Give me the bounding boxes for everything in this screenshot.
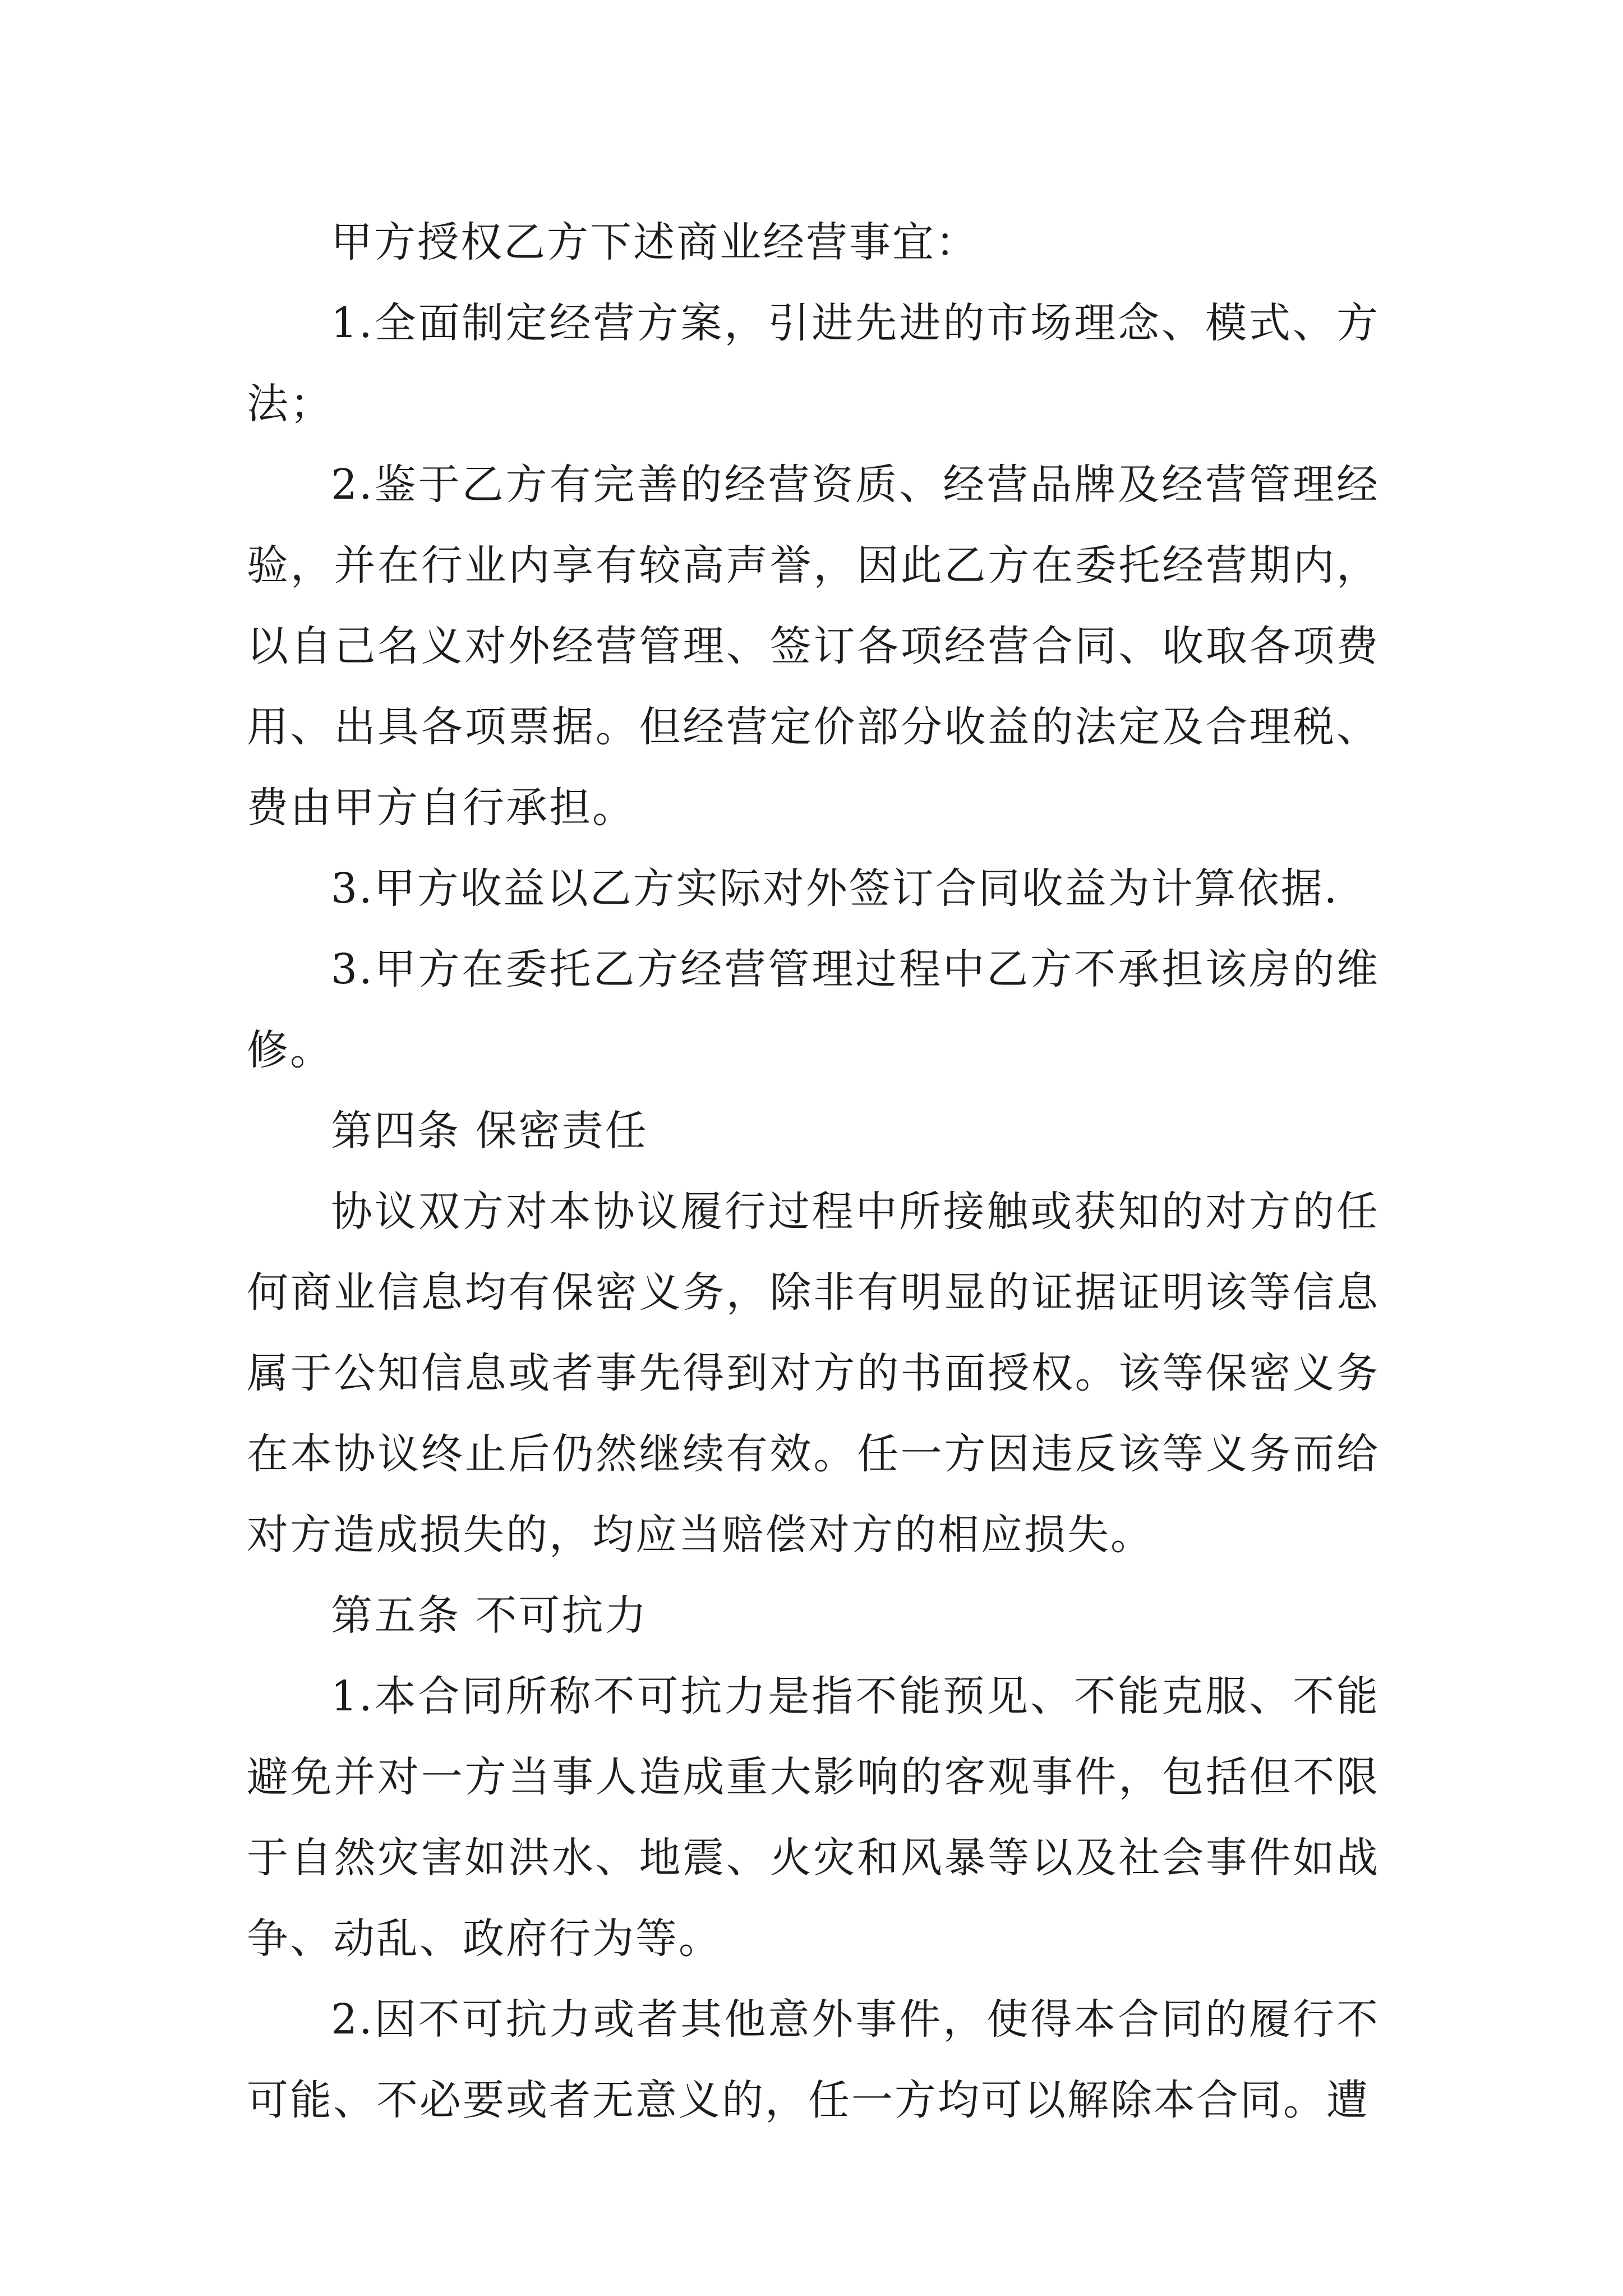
article-4-heading: 第四条 保密责任 <box>331 1107 648 1155</box>
clause-1-business-plan: 1.全面制定经营方案，引进先进的市场理念、模式、方法； <box>247 299 1380 428</box>
article-4-confidentiality-text: 协议双方对本协议履行过程中所接触或获知的对方的任何商业信息均有保密义务，除非有明显的证据证明该等信息属于公知信息或者事先得到对方的书面授权。该等保密义务在本协议终止后仍然继续有效。任一方因违反该等义务而给对方造成损失的，均应当赔偿对方的相应损失。 <box>247 1188 1380 1559</box>
clause-3-revenue-basis: 3.甲方收益以乙方实际对外签订合同收益为计算依据. <box>331 864 1339 913</box>
clause-3-maintenance: 3.甲方在委托乙方经营管理过程中乙方不承担该房的维修。 <box>247 945 1380 1074</box>
authorization-intro: 甲方授权乙方下述商业经营事宜： <box>331 218 979 266</box>
article-5-clause-1: 1.本合同所称不可抗力是指不能预见、不能克服、不能避免并对一方当事人造成重大影响的客观事件，包括但不限于自然灾害如洪水、地震、火灾和风暴等以及社会事件如战争、动乱、政府行为等。 <box>247 1672 1380 1963</box>
clause-2-operation-rights: 2.鉴于乙方有完善的经营资质、经营品牌及经营管理经验，并在行业内享有较高声誉，因此乙方在委托经营期内，以自己名义对外经营管理、签订各项经营合同、收取各项费用、出具各项票据。但经营定价部分收益的法定及合理税、费由甲方自行承担。 <box>247 461 1380 832</box>
document-body <box>247 202 1380 2141</box>
article-5-clause-2: 2.因不可抗力或者其他意外事件，使得本合同的履行不可能、不必要或者无意义的，任一方均可以解除本合同。遭 <box>247 1995 1380 2124</box>
article-5-heading: 第五条 不可抗力 <box>331 1591 648 1640</box>
